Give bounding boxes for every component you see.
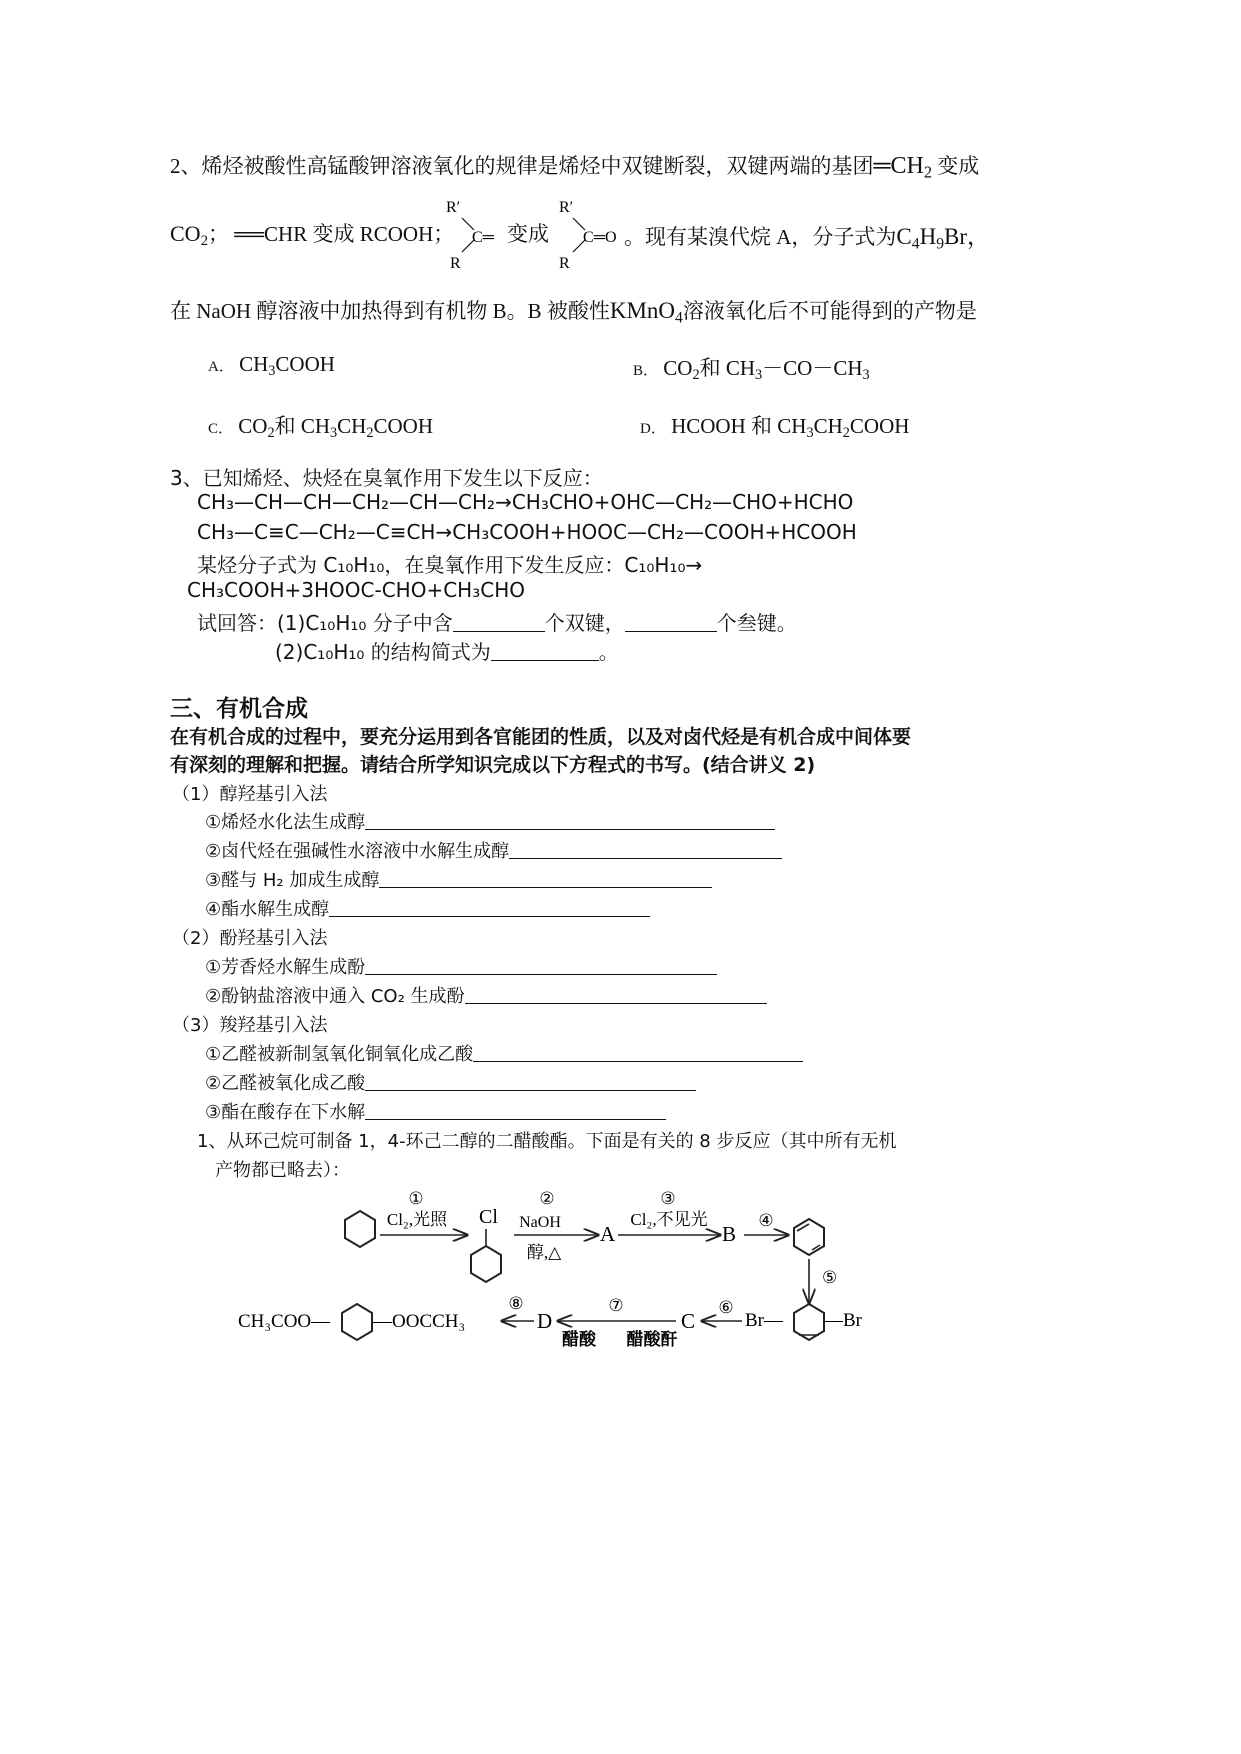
option-c-s1: 3 xyxy=(330,424,338,441)
compound-b: B xyxy=(722,1222,737,1246)
q2-kmno4-sub: 4 xyxy=(675,309,683,327)
option-c-label: C． xyxy=(208,421,234,437)
group3-item3 xyxy=(205,1098,666,1124)
bromine-right: —Br xyxy=(824,1310,862,1331)
group2-item1 xyxy=(205,953,717,979)
answer-blank-g3-3[interactable] xyxy=(365,1101,666,1120)
group1-item2-text: ②卤代烃在强碱性水溶液中水解生成醇 xyxy=(205,841,510,862)
group1-heading: （1）醇羟基引入法 xyxy=(172,784,328,805)
q2-group-text: ═CH xyxy=(873,153,924,179)
option-b-mid: 和 CH xyxy=(699,356,756,380)
q2-biancheng: 变成 xyxy=(507,222,549,246)
section-intro-line2: 有深刻的理解和把握。请结合所学知识完成以下方程式的书写。(结合讲义 2) xyxy=(170,754,816,776)
cyclohexane-ring xyxy=(345,1211,375,1247)
q3-ask1-mid: 个双键， xyxy=(544,611,625,635)
group3-item1-text: ①乙醛被新制氢氧化铜氧化成乙酸 xyxy=(205,1044,474,1065)
q2-line3-prefix: 在 NaOH 醇溶液中加热得到有机物 B。B 被酸性 xyxy=(170,299,610,323)
step3-number: ③ xyxy=(660,1189,676,1208)
q3-title: 3、已知烯烃、炔烃在臭氧作用下发生以下反应： xyxy=(170,466,603,490)
option-d-label: D． xyxy=(640,421,666,437)
answer-blank-g3-1[interactable] xyxy=(473,1043,803,1062)
chlorocyclohexane-ring xyxy=(471,1246,501,1282)
chlorine-label: Cl xyxy=(479,1206,498,1228)
group3-item1 xyxy=(205,1040,803,1066)
option-b-sub: 2 xyxy=(692,366,700,383)
step2-number: ② xyxy=(539,1189,555,1208)
q2-line1-text: 2、烯烃被酸性高锰酸钾溶液氧化的规律是烯烃中双键断裂，双键两端的基团 xyxy=(170,154,874,178)
option-b-sub2: 3 xyxy=(755,366,763,383)
step3-reagent: Cl₂,不见光 xyxy=(630,1210,708,1229)
answer-blank-structure[interactable] xyxy=(491,640,599,661)
compound-a: A xyxy=(600,1222,616,1246)
product-cyclohexane-ring xyxy=(342,1304,372,1340)
group2-item2 xyxy=(205,982,767,1008)
q2-line3-suffix: 溶液氧化后不可能得到的产物是 xyxy=(682,299,977,323)
option-a-end: COOH xyxy=(275,352,335,376)
q2-line2-right xyxy=(624,218,990,251)
q3-ask2-end: 。 xyxy=(598,640,619,664)
product-acetate-right: —OOCCH₃ xyxy=(373,1311,466,1332)
answer-blank-g1-1[interactable] xyxy=(365,811,775,830)
group1-item1-text: ①烯烃水化法生成醇 xyxy=(205,812,366,833)
q2-line2-left xyxy=(170,218,454,248)
answer-blank-g3-2[interactable] xyxy=(365,1072,696,1091)
section-intro-line1: 在有机合成的过程中，要充分运用到各官能团的性质，以及对卤代烃是有机合成中间体要 xyxy=(170,726,912,748)
option-b[interactable] xyxy=(633,352,870,382)
q3-ask1-prefix: 试回答：(1)C₁₀H₁₀ 分子中含 xyxy=(197,611,453,635)
group1-item2 xyxy=(205,837,782,863)
option-a-sub: 3 xyxy=(268,362,276,379)
q3-line4: CH₃COOH+3HOOC-CHO+CH₃CHO xyxy=(187,578,525,602)
step7-reagent-acetic-anhydride: 醋酸酐 xyxy=(626,1330,678,1349)
step2-reagent-bottom: 醇,△ xyxy=(526,1243,562,1262)
q2-kmno4: KMnO xyxy=(609,298,676,323)
compound-c: C xyxy=(681,1309,696,1333)
struct1-c: C═ xyxy=(472,229,495,246)
q2-formula-h: H xyxy=(919,224,937,249)
option-d-text: HCOOH 和 CH xyxy=(671,414,807,438)
option-c[interactable] xyxy=(208,410,433,440)
q3-ask2-prefix: (2)C₁₀H₁₀ 的结构简式为 xyxy=(275,640,491,664)
q2-line3 xyxy=(170,295,977,325)
q3-ask1-end: 个叁键。 xyxy=(716,611,797,635)
option-a-text: CH xyxy=(239,352,269,376)
answer-blank-g1-4[interactable] xyxy=(329,898,650,917)
group1-item3-text: ③醛与 H₂ 加成生成醇 xyxy=(205,870,380,891)
answer-blank-triple-bonds[interactable] xyxy=(625,611,717,632)
q3-ask2 xyxy=(275,636,619,665)
option-c-end: COOH xyxy=(373,414,434,438)
option-b-sub3: 3 xyxy=(862,366,870,383)
option-c-m2: CH xyxy=(337,414,367,438)
option-d-s2: 2 xyxy=(842,424,850,441)
group1-item1 xyxy=(205,808,775,834)
q2-chr: ══CHR 变成 RCOOH； xyxy=(234,222,455,246)
answer-blank-g1-3[interactable] xyxy=(379,869,712,888)
group3-item2 xyxy=(205,1069,696,1095)
answer-blank-g2-1[interactable] xyxy=(365,956,717,975)
struct1-r-prime: R′ xyxy=(446,199,461,216)
q2-line1 xyxy=(170,150,979,180)
option-d[interactable] xyxy=(640,410,909,440)
group1-item4-text: ④酯水解生成醇 xyxy=(205,899,330,920)
option-c-s2: 2 xyxy=(366,424,374,441)
problem1-line1: 1、从环己烷可制备 1，4-环己二醇的二醋酸酯。下面是有关的 8 步反应（其中所有无机 xyxy=(197,1131,897,1152)
step1-number: ① xyxy=(408,1189,424,1208)
compound-d: D xyxy=(537,1309,553,1333)
option-d-s1: 3 xyxy=(806,424,814,441)
option-d-m2: CH xyxy=(813,414,843,438)
q2-line2-end: 。现有某溴代烷 A，分子式为 xyxy=(624,225,897,249)
step2-reagent-top: NaOH xyxy=(519,1214,561,1231)
bromine-left: Br— xyxy=(745,1310,783,1331)
q2-co2: CO xyxy=(170,221,201,246)
problem1-line2: 产物都已略去）： xyxy=(215,1160,350,1181)
answer-blank-double-bonds[interactable] xyxy=(453,611,545,632)
q2-co2-sub: 2 xyxy=(200,233,209,250)
group3-item3-text: ③酯在酸存在下水解 xyxy=(205,1102,366,1123)
q2-formula-c: C xyxy=(896,224,912,249)
struct2-co: C═O xyxy=(583,229,617,246)
q3-line3: 某烃分子式为 C₁₀H₁₀，在臭氧作用下发生反应：C₁₀H₁₀→ xyxy=(197,553,703,577)
step7-number: ⑦ xyxy=(608,1296,624,1315)
group3-heading: （3）羧羟基引入法 xyxy=(172,1015,328,1036)
q2-formula-4: 4 xyxy=(911,235,920,253)
group1-item4 xyxy=(205,895,650,921)
option-c-sub: 2 xyxy=(267,424,275,441)
q3-eq1: CH₃—CH—CH—CH₂—CH—CH₂→CH₃CHO+OHC—CH₂—CHO+HCHO xyxy=(197,490,854,514)
step8-number: ⑧ xyxy=(508,1294,524,1313)
answer-blank-g2-2[interactable] xyxy=(465,985,767,1004)
q2-line1-suffix: 变成 xyxy=(937,154,980,178)
option-a-label: A． xyxy=(208,359,234,375)
product-acetate-left: CH₃COO— xyxy=(238,1311,331,1332)
q3-eq2: CH₃—C≡C—CH₂—C≡CH→CH₃COOH+HOOC—CH₂—COOH+HCOOH xyxy=(197,520,857,544)
option-c-text: CO xyxy=(238,414,268,438)
struct2-r-prime: R′ xyxy=(559,199,574,216)
step7-reagent-acetic-acid: 醋酸 xyxy=(562,1330,596,1349)
q2-formula-9: 9 xyxy=(936,235,945,253)
q3-ask1 xyxy=(197,607,797,636)
answer-blank-g1-2[interactable] xyxy=(509,840,782,859)
group2-heading: （2）酚羟基引入法 xyxy=(172,928,328,949)
option-b-text: CO xyxy=(663,356,693,380)
option-a[interactable] xyxy=(208,352,335,377)
q2-formula-br: Br， xyxy=(944,224,991,249)
struct1-r: R xyxy=(450,255,461,272)
group3-item2-text: ②乙醛被氧化成乙酸 xyxy=(205,1073,366,1094)
section-heading: 三、有机合成 xyxy=(170,696,308,722)
step5-number: ⑤ xyxy=(822,1268,838,1287)
q2-group xyxy=(873,153,933,182)
option-c-mid: 和 CH xyxy=(274,414,331,438)
group1-item3 xyxy=(205,866,712,892)
synthesis-scheme xyxy=(234,1183,954,1383)
option-b-label: B． xyxy=(633,363,659,379)
step1-reagent: Cl₂,光照 xyxy=(386,1210,448,1229)
option-b-end: －CO－CH xyxy=(762,356,863,380)
struct2-r: R xyxy=(559,255,570,272)
group2-item2-text: ②酚钠盐溶液中通入 CO₂ 生成酚 xyxy=(205,986,465,1007)
step6-number: ⑥ xyxy=(718,1298,734,1317)
option-d-end: COOH xyxy=(849,414,910,438)
group2-item1-text: ①芳香烃水解生成酚 xyxy=(205,957,366,978)
q2-sep: ； xyxy=(208,222,230,246)
q2-group-sub: 2 xyxy=(923,162,932,182)
step4-number: ④ xyxy=(758,1211,774,1230)
